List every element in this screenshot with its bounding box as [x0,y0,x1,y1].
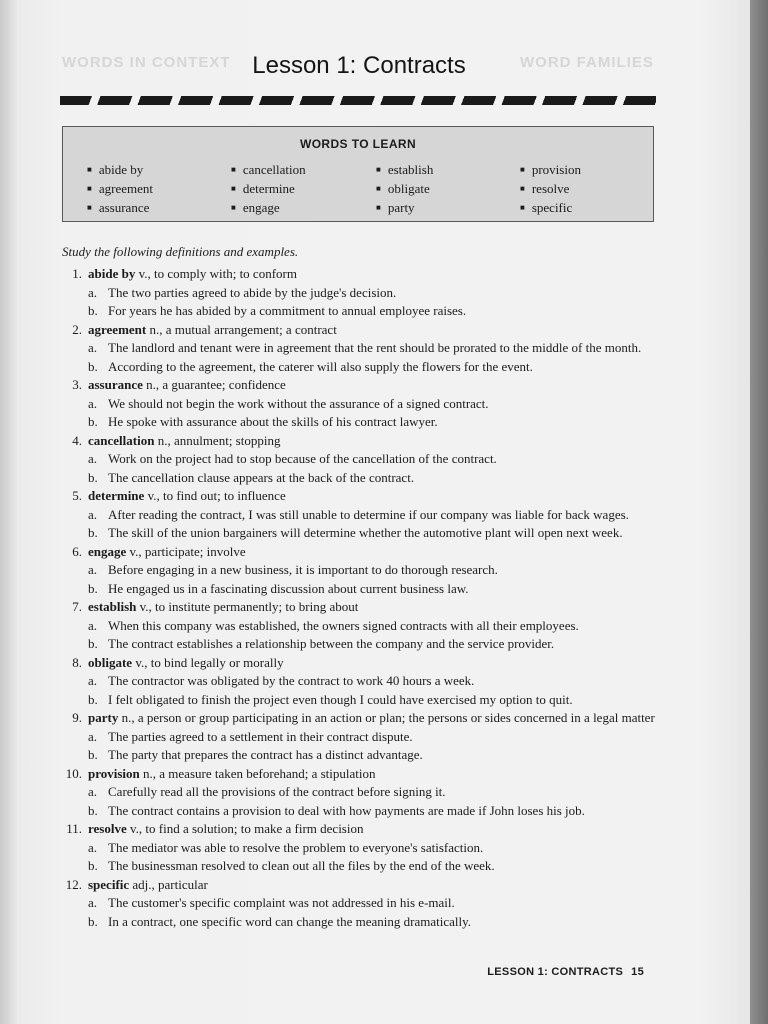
definition-entry [52,709,662,765]
example-letter: a. [88,839,98,855]
entry-heading [52,765,662,784]
entry-term: establish [88,599,137,614]
words-to-learn-box [62,126,654,222]
page-footer [487,966,644,978]
definition-entry [52,654,662,710]
example-sentence [52,413,662,432]
example-letter: b. [88,414,98,429]
example-text: We should not begin the work without the assurance of a signed contract. [108,395,489,411]
example-text: In a contract, one specific word can change the meaning dramatically. [108,913,471,929]
entry-definition: n., a measure taken beforehand; a stipulation [139,765,376,781]
definition-entry [52,765,662,821]
word-item: ■ assurance [87,198,153,217]
entry-number: 6. [72,543,82,559]
entry-definition: v., to comply with; to conform [135,266,297,281]
definition-entry [52,876,662,932]
example-letter: a. [88,728,98,744]
entry-heading [52,598,662,617]
word-item: ■ agreement [87,179,153,198]
example-text: The parties agreed to a settlement in their contract dispute. [108,728,413,744]
example-text: The skill of the union bargainers will determine whether the automotive plant will open next week. [108,525,623,540]
word-item: ■ establish [376,160,433,179]
entry-heading [52,543,662,562]
example-letter: a. [88,451,98,466]
definitions-list [52,265,662,931]
example-sentence [52,913,662,932]
definition-entry [52,487,662,543]
bleed-through-text-right: WORD FAMILIES [520,54,654,71]
example-sentence [52,395,662,414]
example-letter: b. [88,636,98,651]
entry-heading [52,432,662,451]
word-item: ■ obligate [376,179,433,198]
entry-heading [52,709,662,728]
example-sentence [52,524,662,543]
entry-number: 8. [72,654,82,670]
example-letter: b. [88,469,98,485]
example-text: The customer's specific complaint was not addressed in his e-mail. [108,895,455,910]
example-sentence [52,469,662,488]
example-sentence [52,580,662,599]
example-letter: b. [88,580,98,596]
entry-number: 11. [66,821,82,836]
example-letter: a. [88,562,98,577]
definition-entry [52,432,662,488]
example-letter: a. [88,784,98,799]
example-text: After reading the contract, I was still unable to determine if our company was liable for back wages. [108,506,629,522]
example-letter: a. [88,284,98,300]
example-text: When this company was established, the owners signed contracts with all their employees. [108,617,579,633]
example-sentence [52,691,662,710]
entry-number: 2. [72,321,82,337]
example-letter: b. [88,303,98,318]
example-sentence [52,450,662,469]
entry-number: 7. [72,599,82,614]
word-item: ■ determine [231,179,306,198]
word-column-2 [231,160,306,217]
entry-term: obligate [88,654,133,670]
entry-term: assurance [88,377,143,392]
example-text: The contract establishes a relationship between the company and the service provider. [108,636,555,651]
entry-heading [52,321,662,340]
example-text: According to the agreement, the caterer will also supply the flowers for the event. [108,358,533,374]
example-text: I felt obligated to finish the project even though I could have exercised my option to quit. [108,691,573,707]
example-sentence [52,339,662,358]
example-sentence [52,894,662,913]
word-item: ■ party [376,198,433,217]
word-column-1 [87,160,153,217]
footer-lesson-label: LESSON 1: CONTRACTS [487,966,624,978]
entry-term: party [88,710,119,725]
entry-term: agreement [88,321,147,337]
entry-heading [52,376,662,395]
example-sentence [52,302,662,321]
entry-definition: n., a mutual arrangement; a contract [146,321,337,337]
definition-entry [52,376,662,432]
entry-heading [52,876,662,895]
example-text: The businessman resolved to clean out all the files by the end of the week. [108,858,495,873]
definition-entry [52,321,662,377]
example-letter: a. [88,506,98,522]
entry-definition: n., a person or group participating in an action or plan; the persons or sides concerned in a legal matter [118,710,655,725]
decorative-stripe-bar [60,96,656,105]
entry-term: cancellation [88,432,155,448]
entry-definition: v., to find a solution; to make a firm decision [126,821,364,836]
example-sentence [52,857,662,876]
definition-entry [52,598,662,654]
example-sentence [52,802,662,821]
example-text: Work on the project had to stop because of the cancellation of the contract. [108,451,497,466]
entry-definition: v., to bind legally or morally [132,654,284,670]
word-item: ■ resolve [520,179,581,198]
bleed-through-text-left: WORDS IN CONTEXT [62,54,231,71]
entry-term: determine [88,488,145,503]
page-edge-shadow [750,0,768,1024]
entry-term: abide by [88,266,136,281]
entry-number: 5. [72,488,82,503]
example-letter: a. [88,395,98,411]
example-text: The two parties agreed to abide by the judge's decision. [108,284,397,300]
example-letter: a. [88,673,98,688]
example-sentence [52,284,662,303]
page-number: 15 [631,966,644,978]
example-sentence [52,635,662,654]
entry-definition: v., to institute permanently; to bring about [136,599,359,614]
example-letter: b. [88,913,98,929]
example-letter: b. [88,525,98,540]
word-item: ■ provision [520,160,581,179]
word-item: ■ cancellation [231,160,306,179]
example-text: Before engaging in a new business, it is important to do thorough research. [108,562,498,577]
entry-heading [52,265,662,284]
entry-term: engage [88,543,127,559]
entry-number: 1. [72,266,82,281]
example-sentence [52,746,662,765]
example-text: The contract contains a provision to deal with how payments are made if John loses his job. [108,802,585,818]
example-letter: a. [88,895,98,910]
entry-term: provision [88,765,140,781]
entry-term: resolve [88,821,127,836]
example-sentence [52,728,662,747]
example-sentence [52,783,662,802]
entry-definition: n., annulment; stopping [154,432,281,448]
words-to-learn-heading: WORDS TO LEARN [299,137,417,151]
example-text: The party that prepares the contract has a distinct advantage. [108,747,423,762]
example-text: He spoke with assurance about the skills of his contract lawyer. [108,414,438,429]
example-sentence [52,561,662,580]
definition-entry [52,543,662,599]
word-item: ■ specific [520,198,581,217]
example-sentence [52,672,662,691]
example-letter: a. [88,617,98,633]
example-text: The mediator was able to resolve the problem to everyone's satisfaction. [108,839,484,855]
entry-number: 4. [72,432,82,448]
word-column-3 [376,160,433,217]
entry-definition: v., to find out; to influence [144,488,286,503]
word-item: ■ engage [231,198,306,217]
example-text: The contractor was obligated by the contract to work 40 hours a week. [108,673,475,688]
example-sentence [52,617,662,636]
example-letter: a. [88,340,98,355]
example-sentence [52,839,662,858]
definition-entry [52,820,662,876]
entry-definition: adj., particular [129,876,208,892]
example-text: The landlord and tenant were in agreement that the rent should be prorated to the middle of the month. [108,340,642,355]
example-letter: b. [88,802,98,818]
entry-number: 12. [65,876,82,892]
example-sentence [52,358,662,377]
example-letter: b. [88,858,98,873]
entry-heading [52,487,662,506]
entry-heading [52,654,662,673]
entry-heading [52,820,662,839]
example-text: The cancellation clause appears at the back of the contract. [108,469,415,485]
example-sentence [52,506,662,525]
entry-number: 3. [72,377,82,392]
entry-number: 10. [65,765,82,781]
entry-term: specific [88,876,130,892]
entry-definition: n., a guarantee; confidence [142,377,286,392]
example-text: He engaged us in a fascinating discussion about current business law. [108,580,469,596]
example-letter: b. [88,691,98,707]
entry-number: 9. [72,710,82,725]
entry-definition: v., participate; involve [126,543,246,559]
example-text: Carefully read all the provisions of the contract before signing it. [108,784,446,799]
instructions-text: Study the following definitions and examples. [62,244,299,259]
example-text: For years he has abided by a commitment to annual employee raises. [108,303,467,318]
definition-entry [52,265,662,321]
example-letter: b. [88,747,98,762]
lesson-title: Lesson 1: Contracts [252,52,466,79]
example-letter: b. [88,358,98,374]
word-item: ■ abide by [87,160,153,179]
word-column-4 [520,160,581,217]
